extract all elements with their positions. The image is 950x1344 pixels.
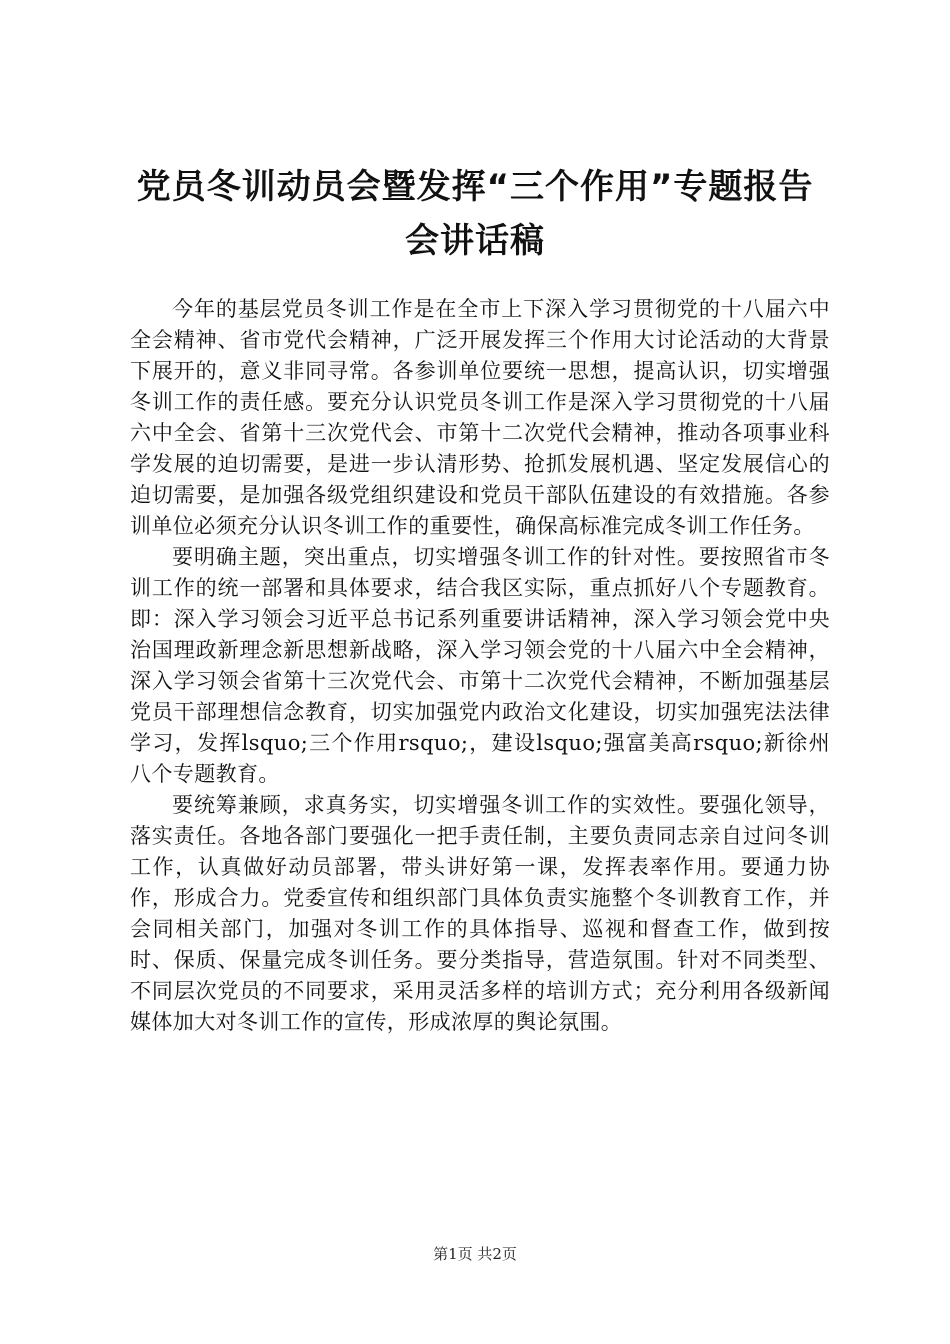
- paragraph: 今年的基层党员冬训工作是在全市上下深入学习贯彻党的十八届六中全会精神、省市党代会精神，广泛开展发挥三个作用大讨论活动的大背景下展开的，意义非同寻常。各参训单位要统一思想，提高认识，切实增强冬训工作的责任感。要充分认识党员冬训工作是深入学习贯彻党的十八届六中全会、省第十三次党代会、市第十二次党代会精神，推动各项事业科学发展的迫切需要，是进一步认清形势、抢抓发展机遇、坚定发展信心的迫切需要，是加强各级党组织建设和党员干部队伍建设的有效措施。各参训单位必须充分认识冬训工作的重要性，确保高标准完成冬训工作任务。: [130, 297, 830, 538]
- title-line-1: 党员冬训动员会暨发挥“三个作用”专题报告: [136, 167, 814, 207]
- page-number: 第1页 共2页: [433, 1245, 517, 1263]
- title-line-2: 会讲话稿: [405, 221, 545, 261]
- document-title: [118, 160, 832, 268]
- paragraph: 要明确主题，突出重点，切实增强冬训工作的针对性。要按照省市冬训工作的统一部署和具体要求，结合我区实际，重点抓好八个专题教育。即：深入学习领会习近平总书记系列重要讲话精神，深入学习领会党中央治国理政新理念新思想新战略，深入学习领会党的十八届六中全会精神，深入学习领会省第十三次党代会、市第十二次党代会精神，不断加强基层党员干部理想信念教育，切实加强党内政治文化建设，切实加强宪法法律学习，发挥lsquo;三个作用rsquo;，建设lsquo;强富美高rsquo;新徐州八个专题教育。: [130, 545, 830, 786]
- paragraph: 要统筹兼顾，求真务实，切实增强冬训工作的实效性。要强化领导，落实责任。各地各部门要强化一把手责任制，主要负责同志亲自过问冬训工作，认真做好动员部署，带头讲好第一课，发挥表率作用。要通力协作，形成合力。党委宣传和组织部门具体负责实施整个冬训教育工作，并会同相关部门，加强对冬训工作的具体指导、巡视和督查工作，做到按时、保质、保量完成冬训任务。要分类指导，营造氛围。针对不同类型、不同层次党员的不同要求，采用灵活多样的培训方式；充分利用各级新闻媒体加大对冬训工作的宣传，形成浓厚的舆论氛围。: [130, 793, 830, 1034]
- document-body: [130, 294, 830, 1038]
- page-footer: [0, 1244, 950, 1264]
